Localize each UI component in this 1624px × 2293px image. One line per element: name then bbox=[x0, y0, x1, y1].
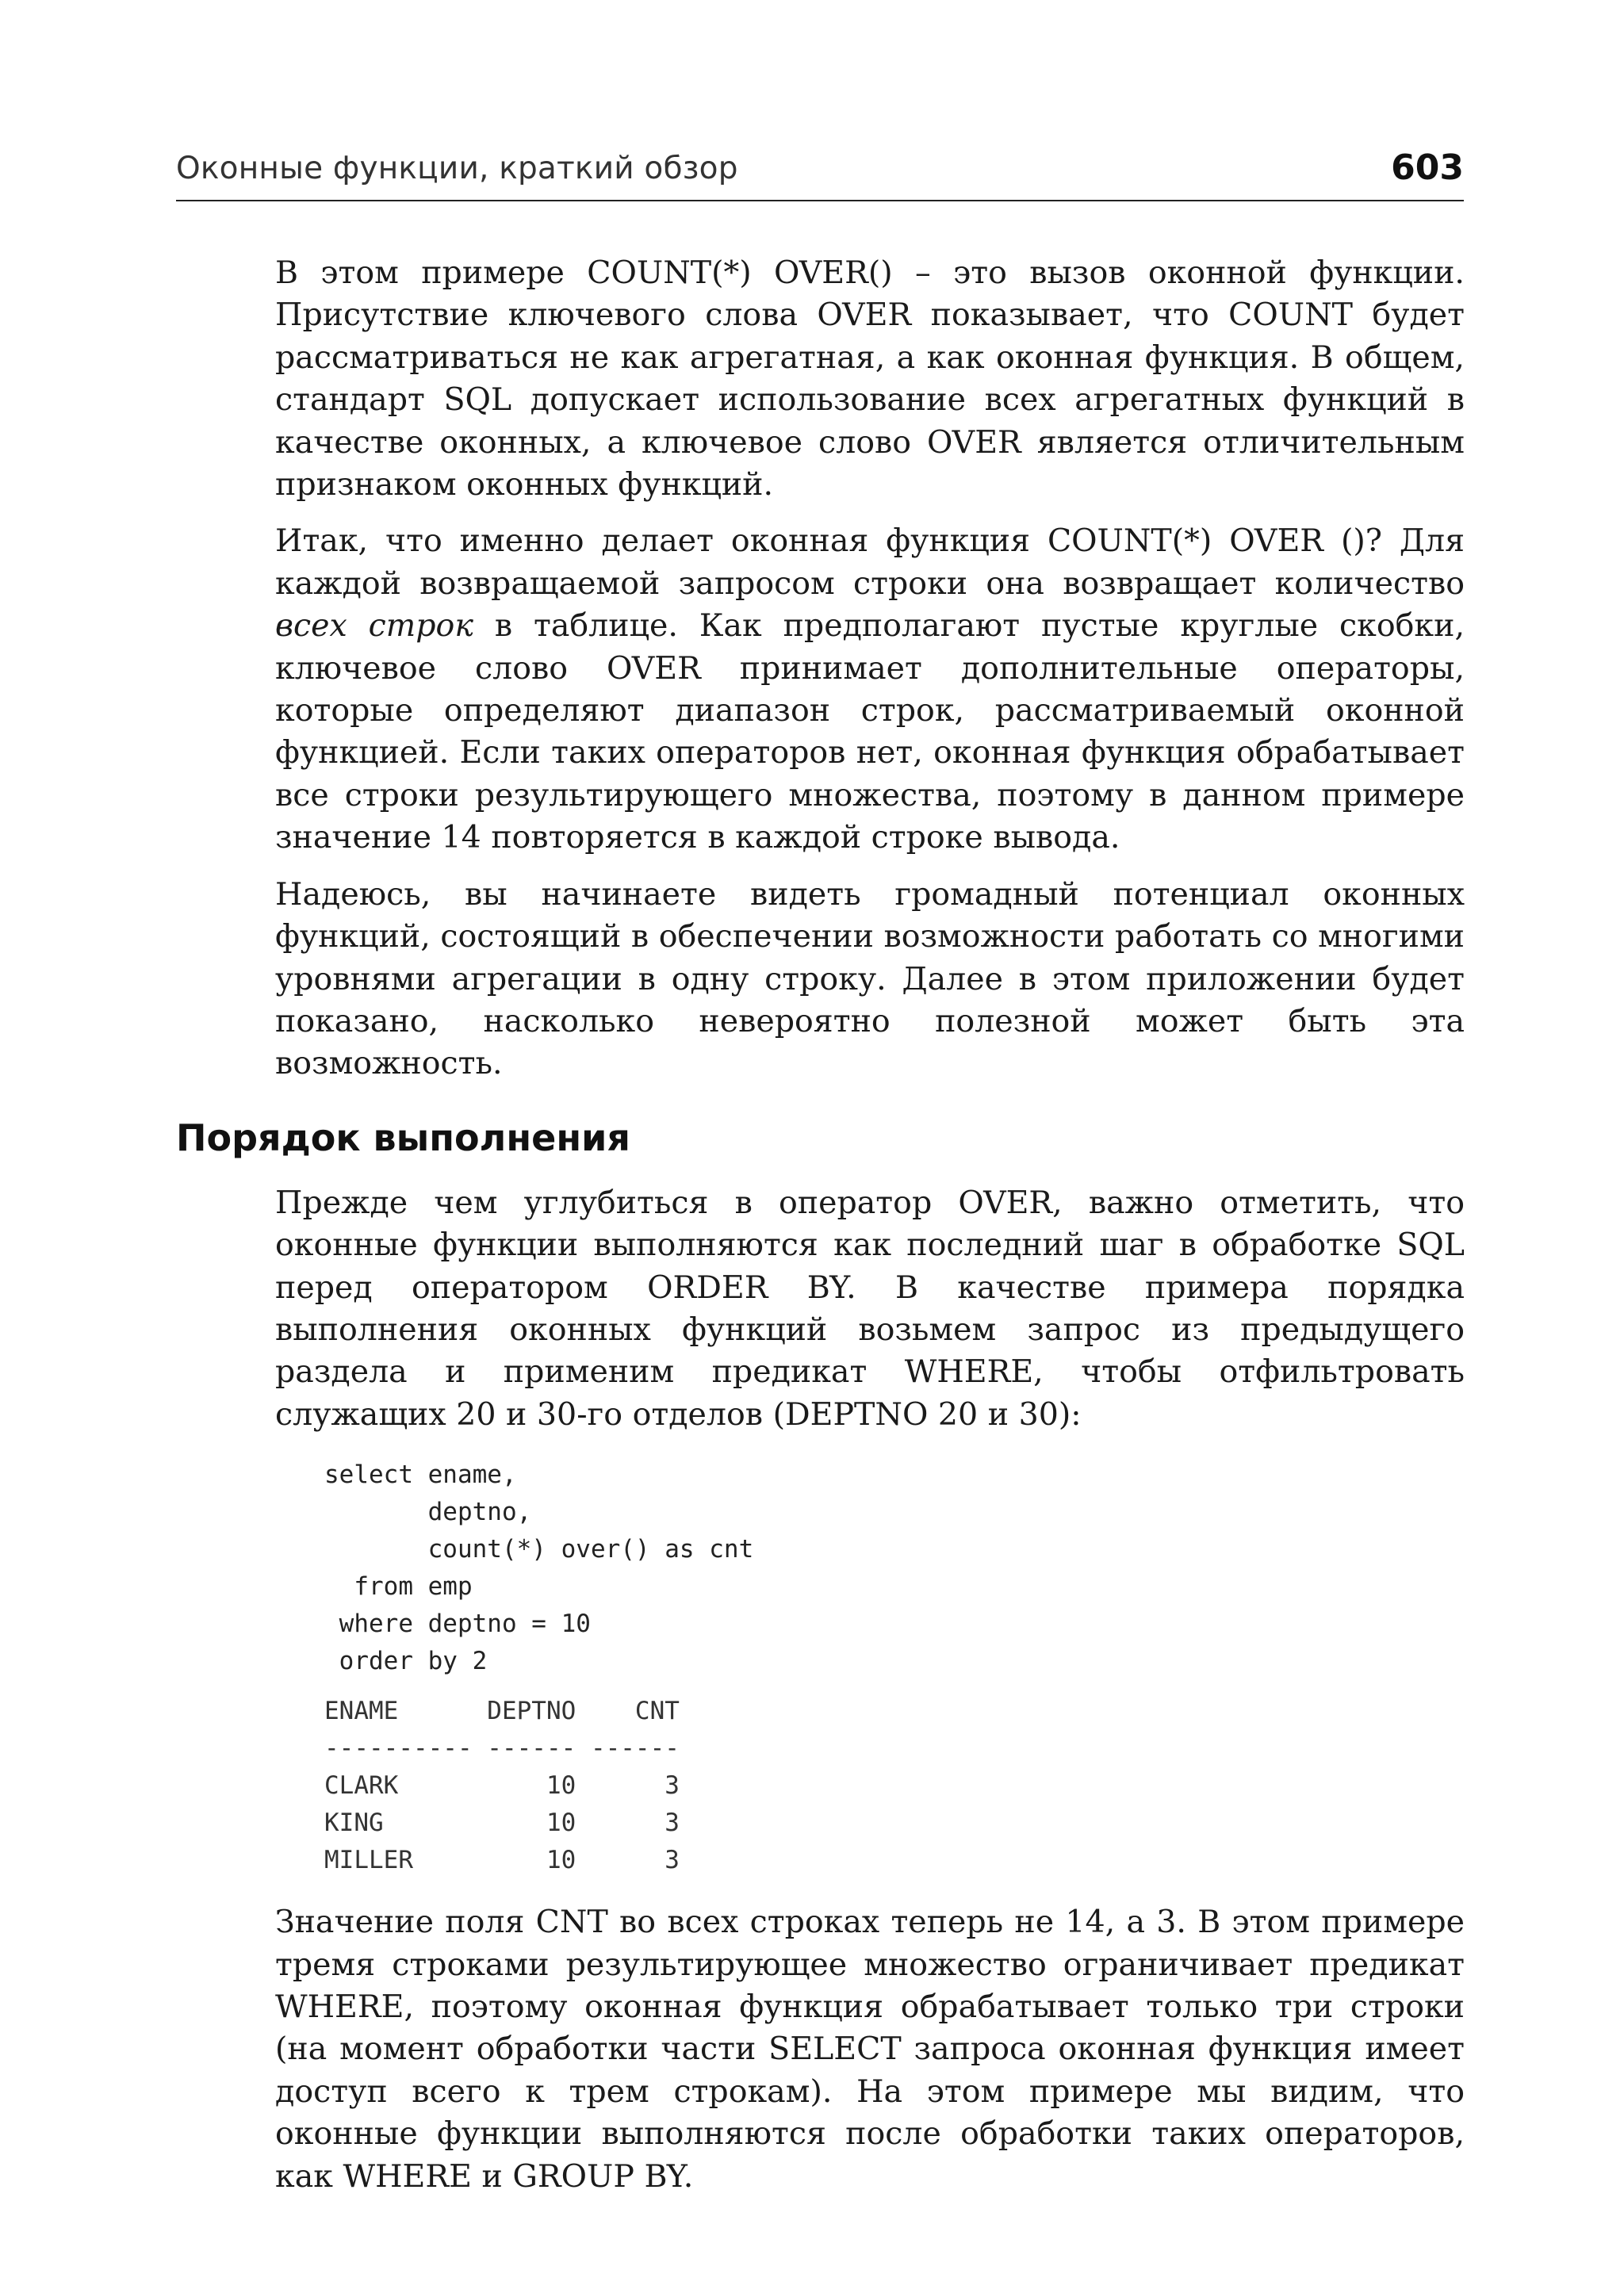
section-heading: Порядок выполнения bbox=[176, 1116, 630, 1159]
chapter-title: Оконные функции, краткий обзор bbox=[176, 151, 738, 186]
page-number: 603 bbox=[1391, 147, 1464, 188]
page-body bbox=[176, 252, 1465, 2212]
running-header bbox=[176, 149, 1464, 201]
paragraph-3: Надеюсь, вы начинаете видеть громадный потенциал оконных функций, состоящий в обеспечении возможности работать со многими уровнями агрегации в одну строку. Далее в этом приложении будет показано, насколько невероятно полезной может быть эта возможность. bbox=[275, 875, 1465, 1082]
result-row: MILLER 10 3 bbox=[324, 1846, 680, 1875]
query-result bbox=[324, 1693, 1465, 1879]
result-separator: ---------- ------ ------ bbox=[324, 1734, 680, 1763]
paragraph-1: В этом примере COUNT(*) OVER() – это вызов оконной функции. Присутствие ключевого слова OVER показывает, что COUNT будет рассматриваться не как агрегатная, а как оконная функция. В общем, стандарт SQL допускает использование всех агрегатных функций в качестве оконных, а ключевое слово OVER является отличительным признаком оконных функций. bbox=[275, 255, 1465, 503]
code-line: where deptno = 10 bbox=[324, 1610, 591, 1639]
code-line: from emp bbox=[324, 1572, 473, 1602]
code-line: order by 2 bbox=[324, 1647, 488, 1676]
code-line: select ename, bbox=[324, 1460, 517, 1490]
code-line: deptno, bbox=[324, 1498, 532, 1527]
code-line: count(*) over() as cnt bbox=[324, 1535, 754, 1564]
result-header: ENAME DEPTNO CNT bbox=[324, 1697, 680, 1726]
paragraph-5: Значение поля CNT во всех строках теперь не 14, а 3. В этом примере тремя строками результирующее множество ограничивает предикат WHERE, поэтому оконная функция обрабатывает только три строки (на момент обработки части SELECT запроса оконная функция имеет доступ всего к трем строкам). На этом примере мы видим, что оконные функции выполняются после обработки таких операторов, как WHERE и GROUP BY. bbox=[275, 1904, 1465, 2195]
paragraph-2-text-b: в таблице. Как предполагают пустые круглые скобки, ключевое слово OVER принимает дополнительные операторы, которые определяют диапазон строк, рассматриваемый оконной функцией. Если таких операторов нет, оконная функция обрабатывает все строки результирующего множества, поэтому в данном примере значение 14 повторяется в каждой строке вывода. bbox=[275, 607, 1465, 856]
paragraph-4: Прежде чем углубиться в оператор OVER, важно отметить, что оконные функции выполняются как последний шаг в обработке SQL перед оператором ORDER BY. В качестве примера порядка выполнения оконных функций возьмем запрос из предыдущего раздела и применим предикат WHERE, чтобы отфильтровать служащих 20 и 30-го отделов (DEPTNO 20 и 30): bbox=[275, 1184, 1465, 1433]
paragraph-2 bbox=[275, 520, 1465, 859]
paragraph-2-emphasis: всех строк bbox=[275, 607, 473, 645]
paragraph-2-text-a: Итак, что именно делает оконная функция COUNT(*) OVER ()? Для каждой возвращаемой запросом строки она возвращает количество bbox=[275, 523, 1465, 602]
result-row: KING 10 3 bbox=[324, 1809, 680, 1838]
result-row: CLARK 10 3 bbox=[324, 1771, 680, 1801]
sql-code-block bbox=[324, 1457, 1465, 1680]
